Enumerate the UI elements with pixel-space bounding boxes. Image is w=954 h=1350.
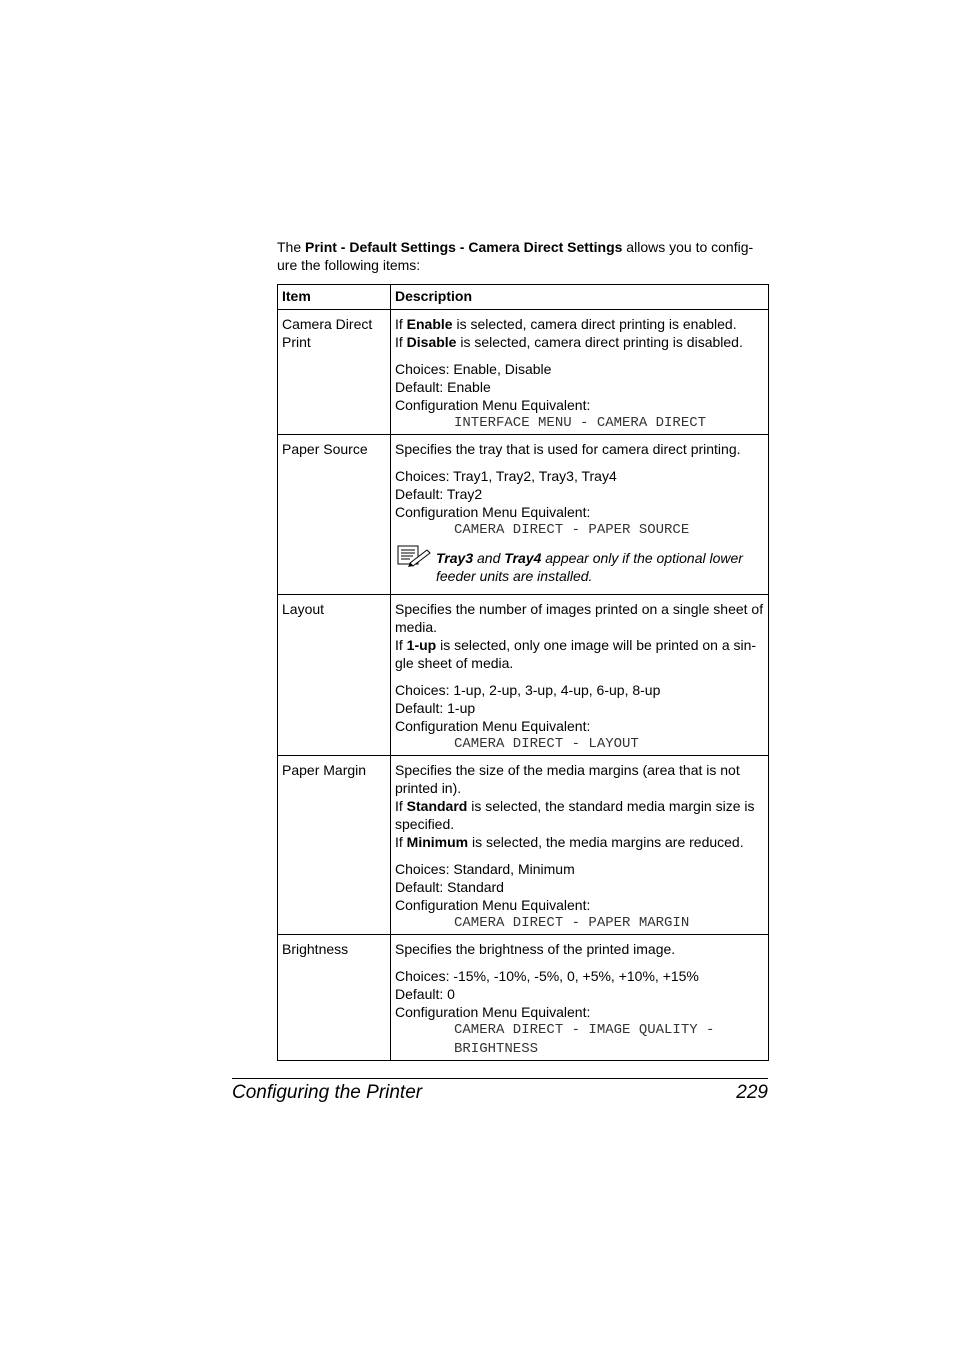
menu-path: INTERFACE MENU - CAMERA DIRECT [454, 415, 707, 431]
table-row [278, 935, 769, 1061]
menu-path: CAMERA DIRECT - LAYOUT [454, 736, 639, 752]
footer-divider [232, 1078, 768, 1079]
menu-path: CAMERA DIRECT - IMAGE QUALITY - [454, 1022, 715, 1038]
note-pencil-icon [397, 544, 431, 568]
item-camera-direct-print: Camera Direct Print [278, 310, 391, 435]
note: Tray3 and Tray4 appear only if the optional lower feeder units are installed. [395, 549, 768, 585]
menu-path: CAMERA DIRECT - PAPER MARGIN [454, 915, 690, 931]
description-paper-source: Specifies the tray that is used for camera direct printing. Choices: Tray1, Tray2, Tray3, Tray4 Default: Tray2 Configuration Menu Equivalent: CAMERA DIRECT - PAPER SOURCE Tray3 and Tray4 appear only if the optional lower feeder units are installed. [391, 435, 769, 595]
item-paper-source: Paper Source [278, 435, 391, 595]
item-paper-margin: Paper Margin [278, 756, 391, 935]
description-brightness: Specifies the brightness of the printed image. Choices: -15%, -10%, -5%, 0, +5%, +10%, +15% Default: 0 Configuration Menu Equivalent: CAMERA DIRECT - IMAGE QUALITY - BRIGHTNESS [391, 935, 769, 1061]
table-header-row [278, 285, 769, 310]
settings-table [277, 284, 769, 1061]
description-camera-direct-print: If Enable is selected, camera direct printing is enabled. If Disable is selected, camera direct printing is disabled. Choices: Enable, Disable Default: Enable Configuration Menu Equivalent: INTERFACE MENU - CAMERA DIRECT [391, 310, 769, 435]
intro-bold-title: Print - Default Settings - Camera Direct Settings [305, 239, 623, 255]
footer-chapter-title: Configuring the Printer [232, 1082, 423, 1103]
menu-path-continued: BRIGHTNESS [454, 1041, 539, 1057]
footer-page-number: 229 [736, 1082, 768, 1103]
item-brightness: Brightness [278, 935, 391, 1061]
intro-paragraph: The Print - Default Settings - Camera Direct Settings allows you to config-ure the following items: [277, 239, 754, 273]
table-row [278, 310, 769, 435]
header-item: Item [278, 285, 391, 310]
item-layout: Layout [278, 595, 391, 756]
menu-path: CAMERA DIRECT - PAPER SOURCE [454, 522, 690, 538]
header-description: Description [391, 285, 769, 310]
table-row [278, 756, 769, 935]
table-row [278, 595, 769, 756]
table-row [278, 435, 769, 595]
description-paper-margin: Specifies the size of the media margins (area that is not printed in). If Standard is selected, the standard media margin size is specified. If Minimum is selected, the media margins are reduced. Choices: Standard, Minimum Default: Standard Configuration Menu Equivalent: CAMERA DIRECT - PAPER MARGIN [391, 756, 769, 935]
description-layout: Specifies the number of images printed on a single sheet of media. If 1-up is selected, only one image will be printed on a sin-gle sheet of media. Choices: 1-up, 2-up, 3-up, 4-up, 6-up, 8-up Default: 1-up Configuration Menu Equivalent: CAMERA DIRECT - LAYOUT [391, 595, 769, 756]
